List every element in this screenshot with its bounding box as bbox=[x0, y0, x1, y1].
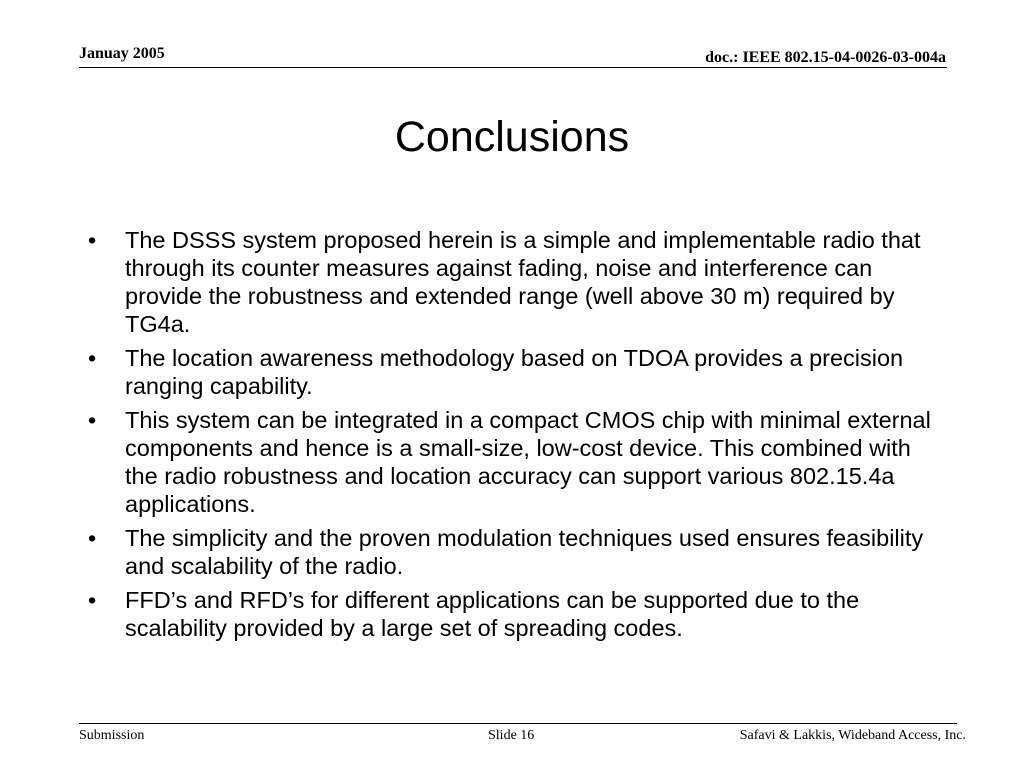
footer-slide-number: Slide 16 bbox=[488, 728, 535, 743]
bullet-text: The location awareness methodology based on TDOA provides a precision ranging capability. bbox=[125, 345, 904, 399]
header-date: Januay 2005 bbox=[79, 45, 165, 62]
footer-divider bbox=[79, 723, 957, 724]
footer-authors: Safavi & Lakkis, Wideband Access, Inc. bbox=[739, 728, 966, 743]
bullet-item bbox=[88, 406, 944, 518]
bullet-item bbox=[88, 226, 944, 338]
bullet-dot-icon: • bbox=[88, 407, 97, 433]
header-divider bbox=[79, 67, 947, 68]
bullet-text: The DSSS system proposed herein is a simple and implementable radio that through its counter measures against fading, noise and interference can provide the robustness and extended range (well above 30 m) required by TG4a. bbox=[125, 227, 921, 337]
bullet-dot-icon: • bbox=[88, 525, 97, 551]
bullet-list bbox=[88, 226, 944, 648]
bullet-text: The simplicity and the proven modulation techniques used ensures feasibility and scalability of the radio. bbox=[125, 525, 924, 579]
footer-submission: Submission bbox=[79, 728, 145, 743]
bullet-text: This system can be integrated in a compact CMOS chip with minimal external components and hence is a small-size, low-cost device. This combined with the radio robustness and location accuracy can support various 802.15.4a applications. bbox=[125, 407, 931, 517]
bullet-item bbox=[88, 586, 944, 642]
bullet-item bbox=[88, 344, 944, 400]
bullet-dot-icon: • bbox=[88, 227, 97, 253]
bullet-dot-icon: • bbox=[88, 587, 97, 613]
slide-title: Conclusions bbox=[394, 113, 630, 161]
bullet-dot-icon: • bbox=[88, 345, 97, 371]
bullet-item bbox=[88, 524, 944, 580]
bullet-text: FFD’s and RFD’s for different applications can be supported due to the scalability provided by a large set of spreading codes. bbox=[125, 587, 860, 641]
header-doc-id: doc.: IEEE 802.15-04-0026-03-004a bbox=[705, 49, 946, 66]
